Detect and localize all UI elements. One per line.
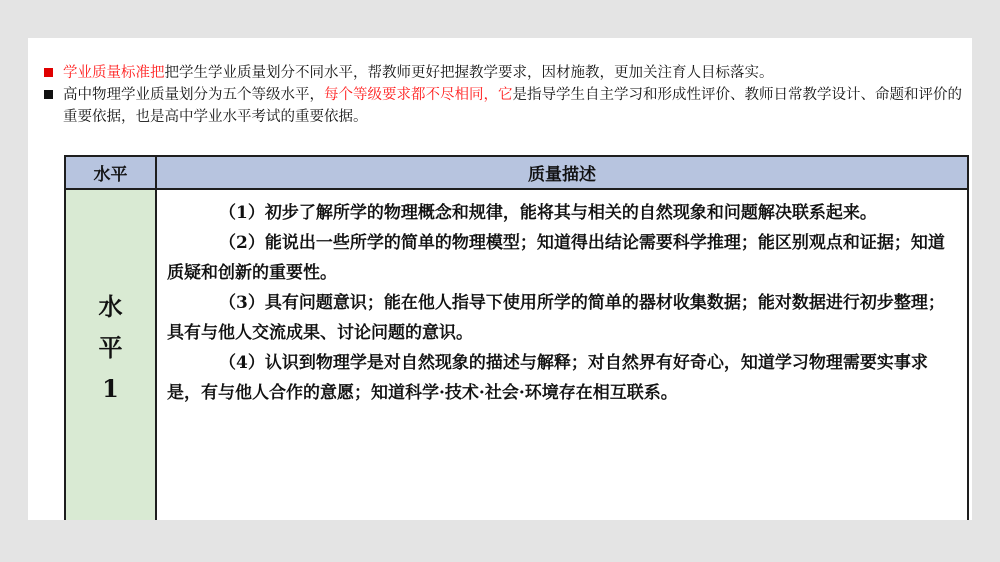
bullet-body-1: 把学生学业质量划分不同水平，帮教师更好把握教学要求，因材施教，更加关注育人目标落实。 xyxy=(164,65,774,81)
level-char-1: 水 xyxy=(98,292,123,321)
description-cell xyxy=(157,190,967,520)
column-header-description: 质量描述 xyxy=(528,165,596,185)
bullet-prefix-2: 高中物理学业质量划分为五个等级水平， xyxy=(63,87,324,103)
description-item-4: （4）认识到物理学是对自然现象的描述与解释；对自然界有好奇心，知道学习物理需要实事求是，有与他人合作的意愿；知道科学·技术·社会·环境存在相互联系。 xyxy=(167,353,928,403)
level-cell xyxy=(66,190,157,520)
slide xyxy=(28,38,972,520)
column-header-level: 水平 xyxy=(66,157,157,188)
bullet-item-2 xyxy=(44,84,964,128)
bullet-square-icon xyxy=(44,90,53,99)
bullet-suffix-2: 是指导学生自主学习和形成性评价、教师日常教学设计、命题和评价的重要依据，也是高中学业水平考试的重要依据。 xyxy=(63,87,962,125)
description-item-2: （2）能说出一些所学的简单的物理模型；知道得出结论需要科学推理；能区别观点和证据；知道质疑和创新的重要性。 xyxy=(167,233,945,283)
bullet-highlight-1: 学业质量标准把 xyxy=(63,65,165,81)
description-item-1: （1）初步了解所学的物理概念和规律，能将其与相关的自然现象和问题解决联系起来。 xyxy=(219,203,877,223)
description-item-3: （3）具有问题意识；能在他人指导下使用所学的简单的器材收集数据；能对数据进行初步整理；具有与他人交流成果、讨论问题的意识。 xyxy=(167,293,945,343)
bullet-highlight-2: 每个等级要求都不尽相同，它 xyxy=(324,87,513,103)
bullet-list xyxy=(44,62,964,128)
level-label xyxy=(66,286,155,409)
table-header-row xyxy=(66,157,967,190)
level-char-2: 平 xyxy=(98,333,123,362)
bullet-item-1 xyxy=(44,62,964,84)
bullet-text-1 xyxy=(63,62,774,84)
quality-table xyxy=(64,155,969,520)
level-number: 1 xyxy=(102,374,119,403)
bullet-square-icon xyxy=(44,68,53,77)
bullet-text-2 xyxy=(63,84,964,128)
